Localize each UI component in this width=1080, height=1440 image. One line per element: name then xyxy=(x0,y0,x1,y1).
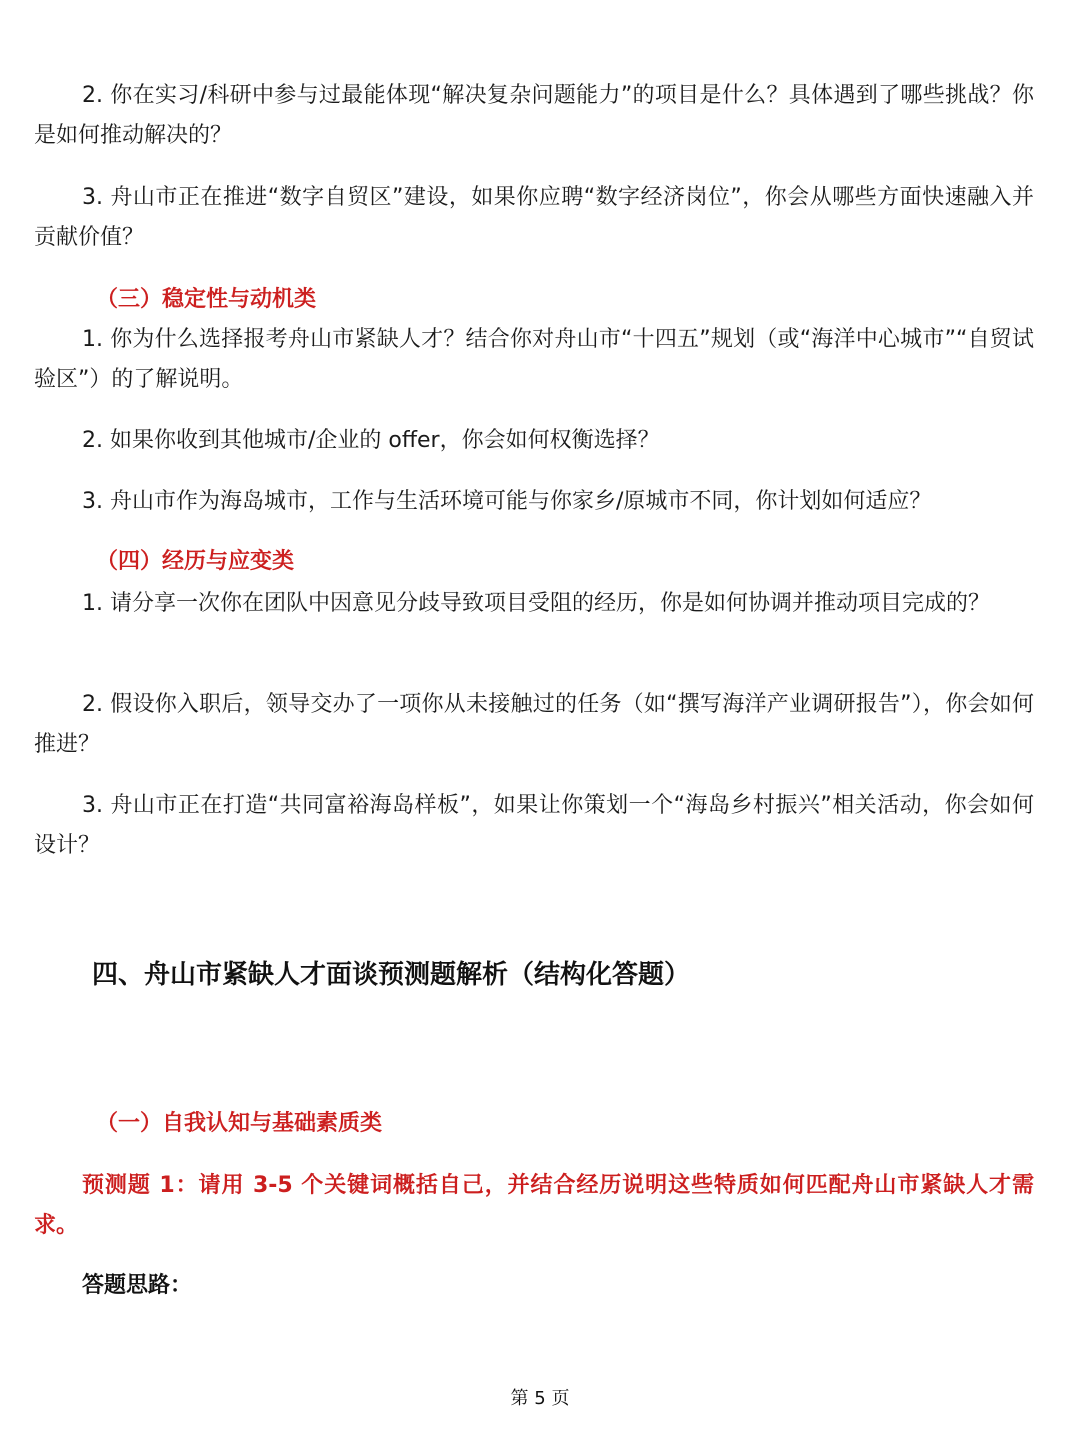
answer-approach-label: 答题思路： xyxy=(82,1273,193,1298)
question-paragraph: 2. 你在实习/科研中参与过最能体现“解决复杂问题能力”的项目是什么？具体遇到了哪些挑战？你是如何推动解决的？ xyxy=(34,83,1034,148)
section-heading-self-awareness: （一）自我认知与基础素质类 xyxy=(96,1111,383,1136)
section-heading-stability: （三）稳定性与动机类 xyxy=(96,287,317,312)
question-paragraph: 3. 舟山市正在打造“共同富裕海岛样板”，如果让你策划一个“海岛乡村振兴”相关活动，你会如何设计？ xyxy=(34,793,1034,858)
question-paragraph: 3. 舟山市正在推进“数字自贸区”建设，如果你应聘“数字经济岗位”，你会从哪些方面快速融入并贡献价值？ xyxy=(34,185,1034,250)
question-paragraph: 2. 如果你收到其他城市/企业的 offer，你会如何权衡选择？ xyxy=(82,428,660,453)
page-number: 第 5 页 xyxy=(510,1388,570,1409)
question-paragraph: 3. 舟山市作为海岛城市，工作与生活环境可能与你家乡/原城市不同，你计划如何适应？ xyxy=(82,489,932,514)
chapter-title: 四、舟山市紧缺人才面谈预测题解析（结构化答题） xyxy=(92,960,691,990)
question-paragraph: 1. 你为什么选择报考舟山市紧缺人才？结合你对舟山市“十四五”规划（或“海洋中心城市”“自贸试验区”）的了解说明。 xyxy=(34,327,1034,392)
question-paragraph: 1. 请分享一次你在团队中因意见分歧导致项目受阻的经历，你是如何协调并推动项目完成的？ xyxy=(82,591,990,616)
question-paragraph: 2. 假设你入职后，领导交办了一项你从未接触过的任务（如“撰写海洋产业调研报告”），你会如何推进？ xyxy=(34,692,1034,757)
predict-question: 预测题 1：请用 3-5 个关键词概括自己，并结合经历说明这些特质如何匹配舟山市紧缺人才需求。 xyxy=(34,1173,1034,1238)
section-heading-experience: （四）经历与应变类 xyxy=(96,549,295,574)
